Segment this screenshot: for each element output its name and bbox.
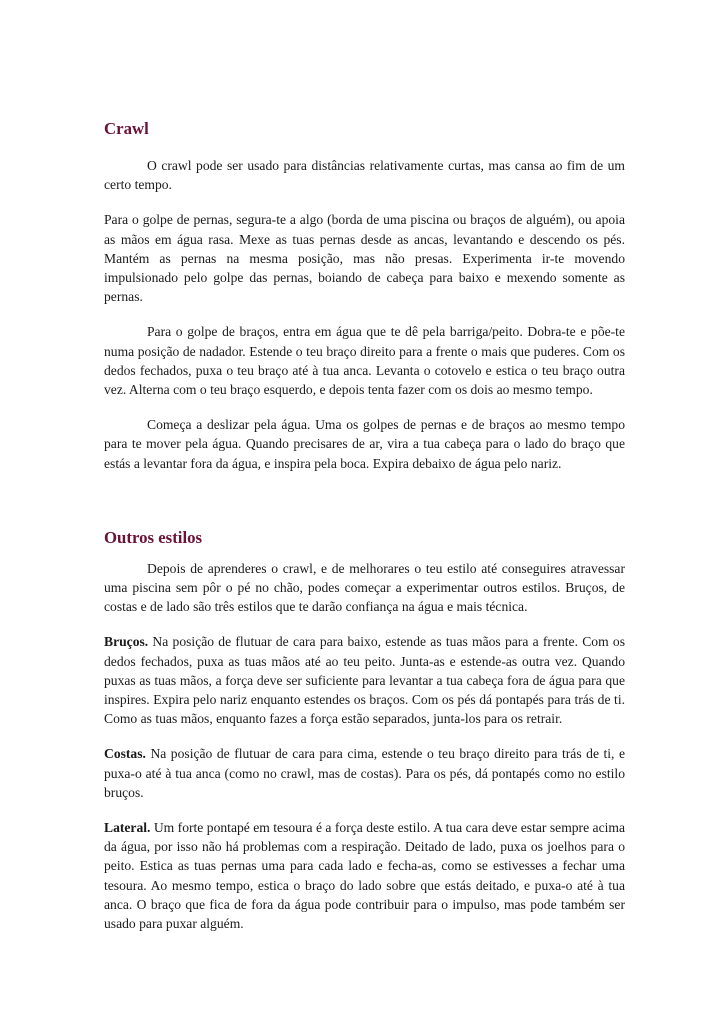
section-heading-outros-estilos: Outros estilos xyxy=(104,527,203,547)
paragraph: Para o golpe de pernas, segura-te a algo (borda de uma piscina ou braços de alguém), ou apoia as mãos em água rasa. Mexe as tuas pernas desde as ancas, levantando e descendo os pés. Mantém as pernas na mesma posição, mas não presas. Experimenta ir-te movendo impulsionado pelo golpe das pernas, boiando de cabeça para baixo e mexendo somente as pernas. xyxy=(104,212,625,305)
style-name: Bruços. xyxy=(104,634,149,650)
style-paragraph-costas xyxy=(104,744,625,802)
style-name: Lateral. xyxy=(104,820,151,836)
style-text: Na posição de flutuar de cara para baixo, estende as tuas mãos para a frente. Com os dedos fechados, puxa as tuas mãos até ao teu peito. Junta-as e estende-as outra vez. Quando puxas as tuas mãos, a força deve ser suficiente para levantar a tua cabeça fora de água para que inspires. Expira pelo nariz enquanto estendes os braços. Com os pés dá pontapés para trás de ti. Como as tuas mãos, enquanto fazes a força estão separados, junta-los para os retrair. xyxy=(104,634,625,727)
section-heading-crawl: Crawl xyxy=(104,119,149,138)
style-text: Um forte pontapé em tesoura é a força deste estilo. A tua cara deve estar sempre acima da água, por isso não há problemas com a respiração. Deitado de lado, puxa os joelhos para o peito. Estica as tuas pernas uma para cada lado e fecha-as, como se estivesses a fechar uma tesoura. Ao mesmo tempo, estica o braço do lado sobre que estás deitado, e puxa-o até à tua anca. O braço que fica de fora da água pode contribuir para o impulso, mas pode também ser usado para puxar alguém. xyxy=(104,820,625,932)
style-paragraph-lateral xyxy=(104,818,625,933)
document-page xyxy=(104,118,625,933)
paragraph: Depois de aprenderes o crawl, e de melhorares o teu estilo até conseguires atravessar uma piscina sem pôr o pé no chão, podes começar a experimentar outros estilos. Bruços, de costas e de lado são três estilos que te darão confiança na água e mais técnica. xyxy=(104,560,625,615)
paragraph: Começa a deslizar pela água. Uma os golpes de pernas e de braços ao mesmo tempo para te mover pela água. Quando precisares de ar, vira a tua cabeça para o lado do braço que estás a levantar fora da água, e inspira pela boca. Expira debaixo de água pelo nariz. xyxy=(104,417,625,471)
paragraph: Para o golpe de braços, entra em água que te dê pela barriga/peito. Dobra-te e põe-te numa posição de nadador. Estende o teu braço direito para a frente o mais que puderes. Com os dedos fechados, puxa o teu braço até à tua anca. Levanta o cotovelo e estica o teu braço outra vez. Alterna com o teu braço esquerdo, e depois tenta fazer com os dois ao mesmo tempo. xyxy=(104,324,625,398)
paragraph: O crawl pode ser usado para distâncias relativamente curtas, mas cansa ao fim de um certo tempo. xyxy=(104,158,625,193)
style-text: Na posição de flutuar de cara para cima, estende o teu braço direito para trás de ti, e puxa-o até à tua anca (como no crawl, mas de costas). Para os pés, dá pontapés como no estilo bruços. xyxy=(104,746,625,800)
style-paragraph-brucos xyxy=(104,632,625,728)
style-name: Costas. xyxy=(104,746,146,762)
